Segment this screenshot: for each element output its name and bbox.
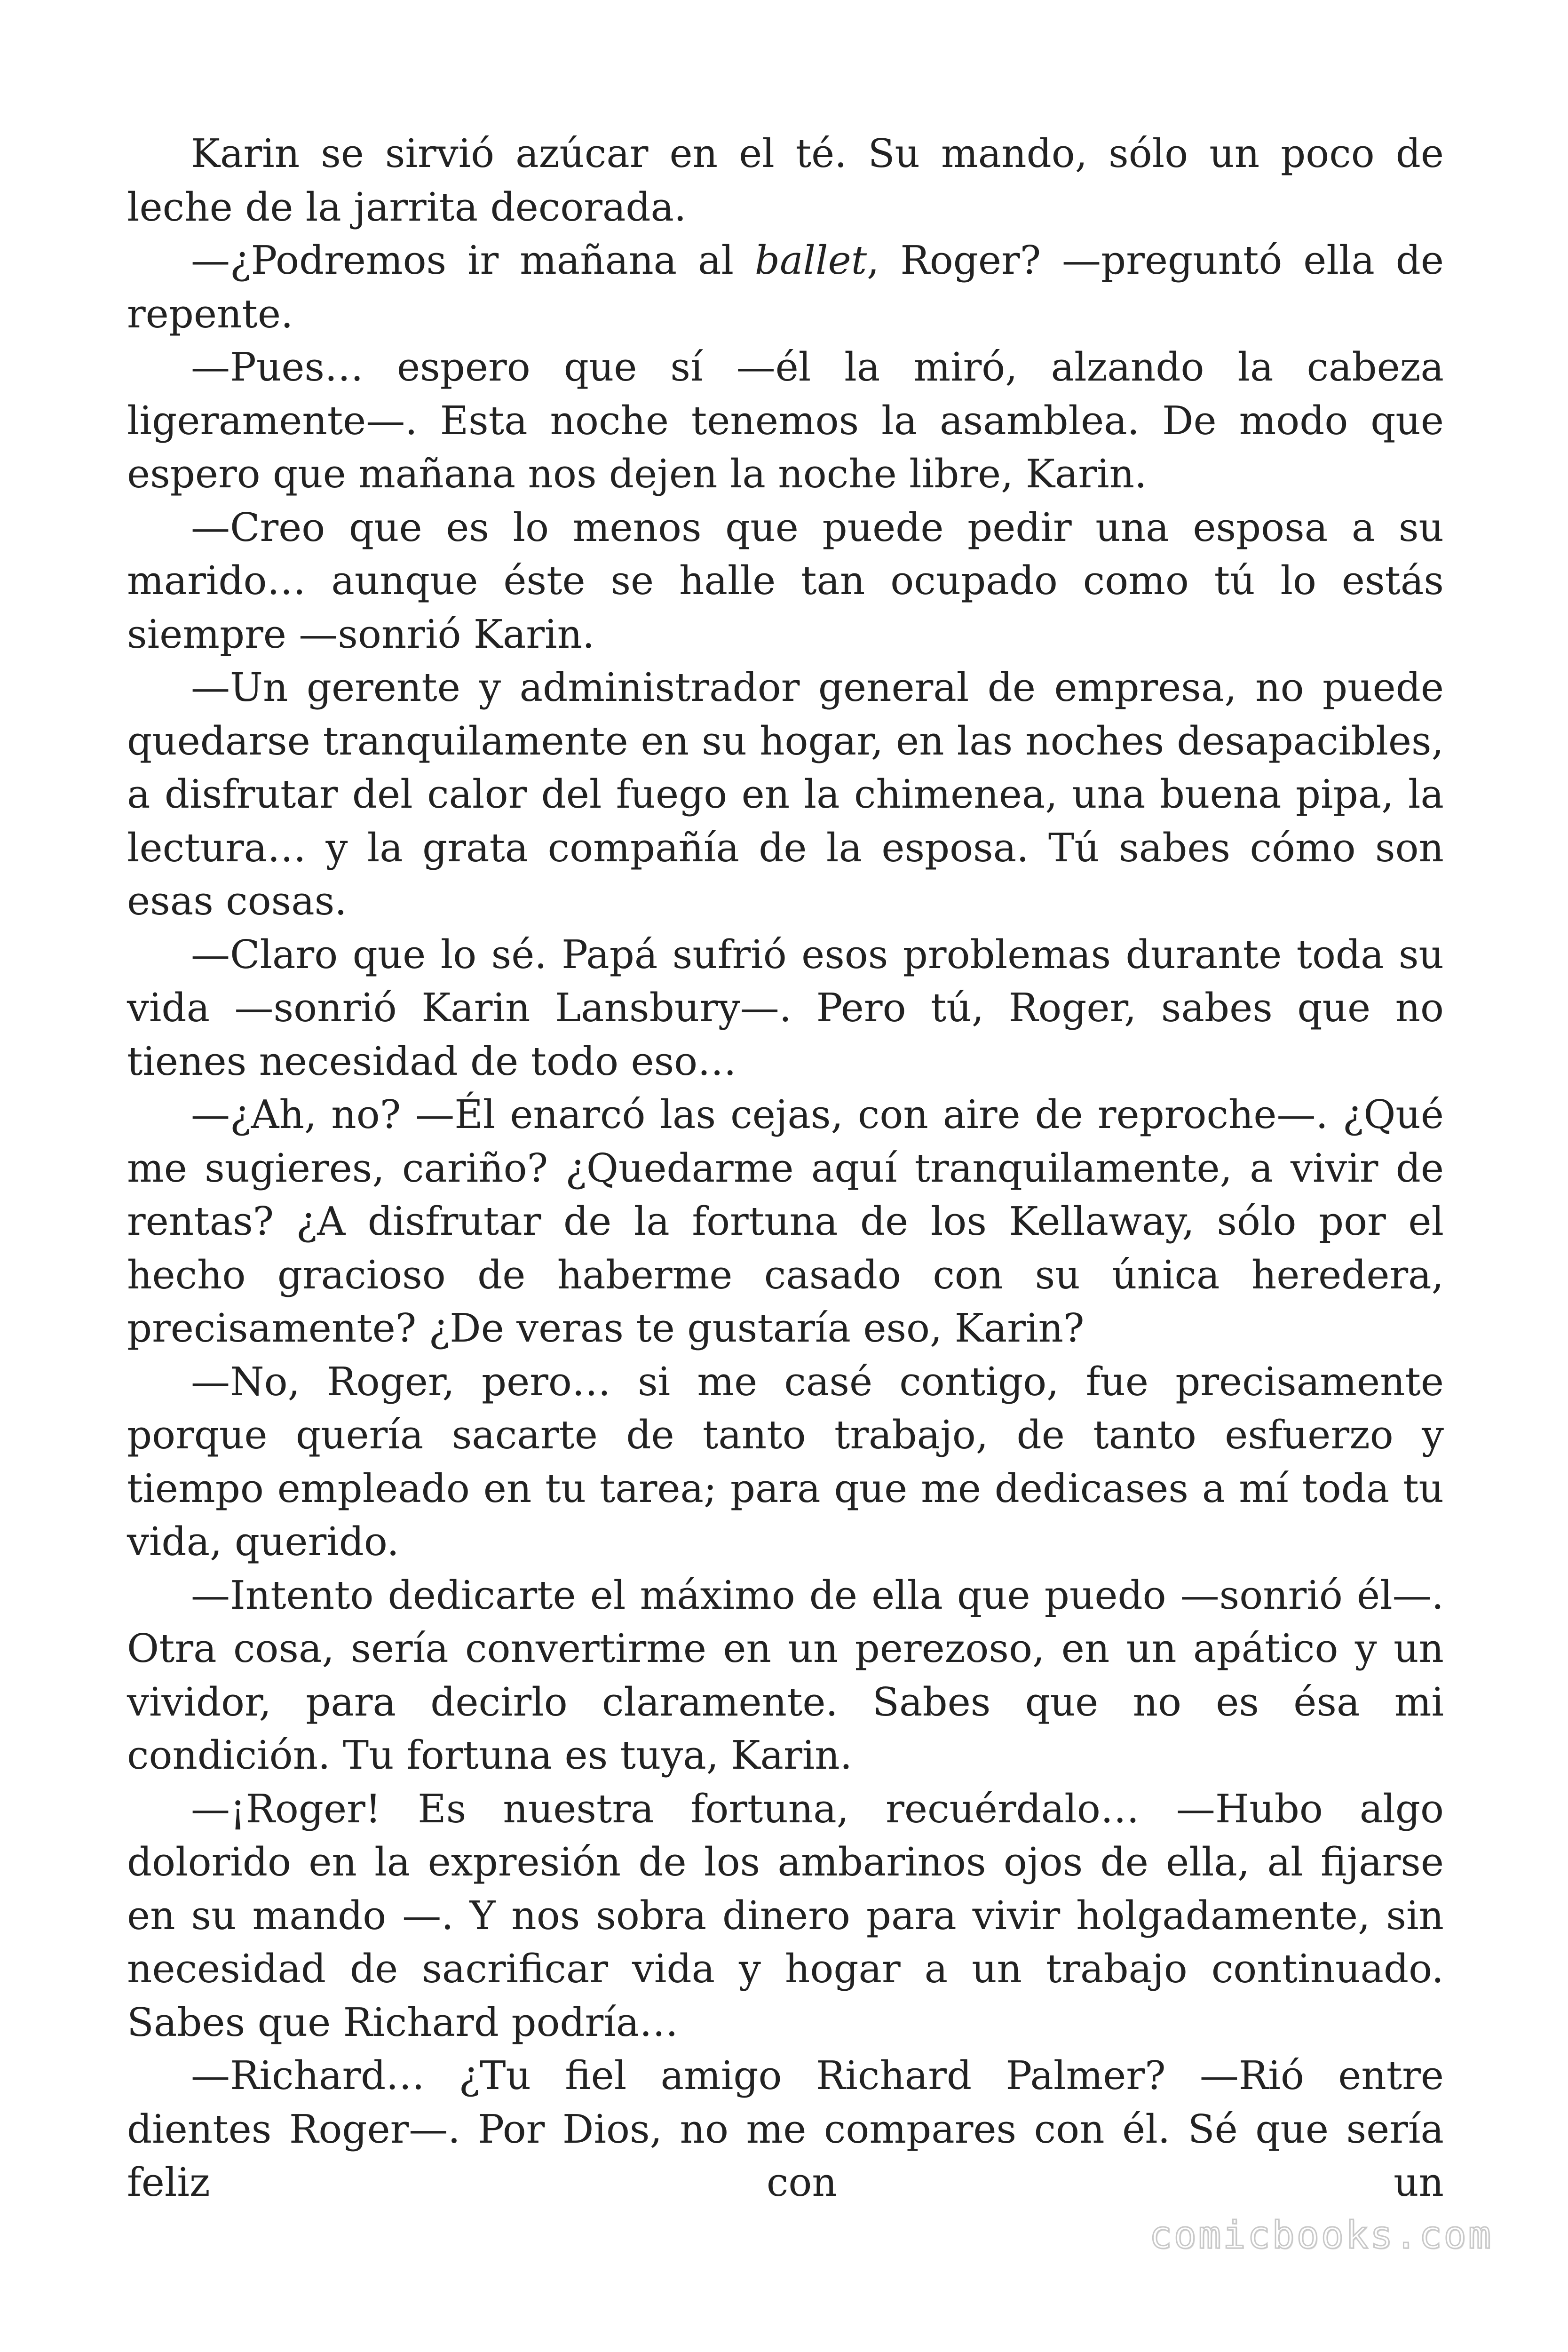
paragraph: —¿Ah, no? —Él enarcó las cejas, con aire de reproche—. ¿Qué me sugieres, cariño? ¿Quedarme aquí tranquilamente, a vivir de rentas? ¿A disfrutar de la fortuna de los Kellaway, sólo por el hecho gracioso de haberme casado con su única heredera, precisamente? ¿De veras te gustaría eso, Karin? bbox=[127, 1092, 1444, 1351]
watermark: comicbooks.com bbox=[1149, 2213, 1493, 2257]
paragraph-text: , Roger? —preguntó ella de repente. bbox=[127, 238, 1444, 337]
paragraph: Karin se sirvió azúcar en el té. Su mando, sólo un poco de leche de la jarrita decorada. bbox=[127, 131, 1444, 230]
paragraph bbox=[127, 234, 1444, 341]
paragraph: —Claro que lo sé. Papá sufrió esos problemas durante toda su vida —sonrió Karin Lansbury—. Pero tú, Roger, sabes que no tienes necesidad de todo eso… bbox=[127, 931, 1444, 1084]
book-page-text bbox=[127, 127, 1444, 2209]
paragraph: —¡Roger! Es nuestra fortuna, recuérdalo… —Hubo algo dolorido en la expresión de los ambarinos ojos de ella, al fijarse en su mando —. Y nos sobra dinero para vivir holgadamente, sin necesidad de sacrificar vida y hogar a un trabajo continuado. Sabes que Richard podría… bbox=[127, 1786, 1444, 2045]
paragraph: —Un gerente y administrador general de empresa, no puede quedarse tranquilamente en su hogar, en las noches desapacibles, a disfrutar del calor del fuego en la chimenea, una buena pipa, la lectura… y la grata compañía de la esposa. Tú sabes cómo son esas cosas. bbox=[127, 665, 1444, 924]
paragraph: —Creo que es lo menos que puede pedir una esposa a su marido… aunque éste se halle tan ocupado como tú lo estás siempre —sonrió Karin. bbox=[127, 504, 1444, 657]
paragraph: —Intento dedicarte el máximo de ella que puedo —sonrió él—. Otra cosa, sería convertirme en un perezoso, en un apático y un vividor, para decirlo claramente. Sabes que no es ésa mi condición. Tu fortuna es tuya, Karin. bbox=[127, 1572, 1444, 1778]
paragraph: —Richard… ¿Tu fiel amigo Richard Palmer? —Rió entre dientes Roger—. Por Dios, no me compares con él. Sé que sería feliz con un bbox=[127, 2053, 1444, 2205]
paragraph: —No, Roger, pero… si me casé contigo, fue precisamente porque quería sacarte de tanto trabajo, de tanto esfuerzo y tiempo empleado en tu tarea; para que me dedicases a mí toda tu vida, querido. bbox=[127, 1359, 1444, 1565]
paragraph-text: —¿Podremos ir mañana al bbox=[191, 238, 755, 283]
emphasized-word: ballet bbox=[754, 238, 867, 283]
paragraph: —Pues… espero que sí —él la miró, alzando la cabeza ligeramente—. Esta noche tenemos la asamblea. De modo que espero que mañana nos dejen la noche libre, Karin. bbox=[127, 344, 1444, 497]
